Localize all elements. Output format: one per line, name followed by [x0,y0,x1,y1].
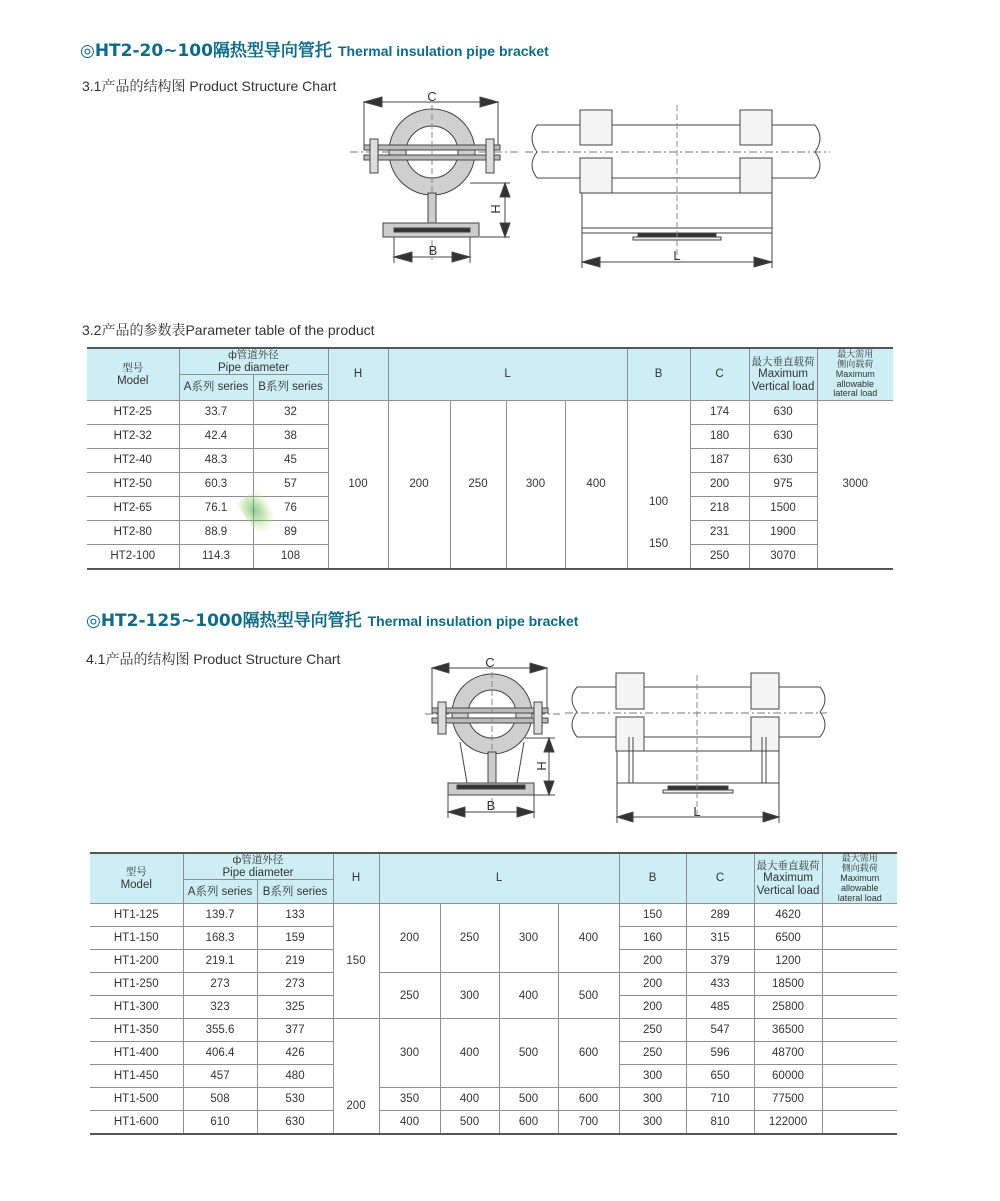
header-h: H [333,853,379,904]
header-b: B [627,348,690,401]
table-cell: 350 [379,1088,440,1111]
table-cell: 108 [253,545,328,569]
header-lateral-load: 最大需用 侧向载荷 Maximum allowable lateral load [822,853,897,904]
table-cell: 219.1 [183,950,257,973]
table-cell: 219 [257,950,333,973]
section1-title-en: Thermal insulation pipe bracket [337,43,549,59]
table-cell: 25800 [754,996,822,1019]
header-model: 型号 Model [87,348,179,401]
cell-lateral-load [822,904,897,927]
table-cell: 400 [499,973,558,1019]
table-cell: 500 [440,1111,499,1134]
table-cell: 159 [257,927,333,950]
table-cell: 400 [440,1019,499,1088]
table-cell: HT2-100 [87,545,179,569]
table-cell: 700 [558,1111,619,1134]
table-cell: 89 [253,521,328,545]
table-cell: 1900 [749,521,817,545]
table-cell: 4620 [754,904,822,927]
header-l: L [379,853,619,904]
table-cell: 596 [686,1042,754,1065]
table-cell: 273 [257,973,333,996]
table-cell: 114.3 [179,545,253,569]
section2-title [86,606,578,631]
table-cell: 480 [257,1065,333,1088]
table-cell: 650 [686,1065,754,1088]
table-row [90,1088,897,1111]
table-cell: 500 [558,973,619,1019]
section2-title-en: Thermal insulation pipe bracket [367,613,579,629]
table-cell: 200 [619,996,686,1019]
label-l: L [693,804,701,819]
label-c: C [427,89,437,104]
header-lateral-load: 最大需用 侧向载荷 Maximum allowable lateral load [817,348,893,401]
parameter-table-1 [87,347,893,570]
header-h: H [328,348,388,401]
table-cell: 630 [749,401,817,425]
section1-structure-heading: 3.1产品的结构图 Product Structure Chart [82,78,337,94]
table-row [90,1111,897,1134]
cell-lateral-load [822,1019,897,1042]
table-cell: 355.6 [183,1019,257,1042]
table-cell: 250 [690,545,749,569]
table-cell: HT1-400 [90,1042,183,1065]
table-cell: HT1-350 [90,1019,183,1042]
table-cell: 38 [253,425,328,449]
table-cell: 180 [690,425,749,449]
table-cell: 1500 [749,497,817,521]
table-cell: HT2-40 [87,449,179,473]
section1-param-heading: 3.2产品的参数表Parameter table of the product [82,322,375,338]
header-series-a: A系列 series [179,375,253,401]
table-cell: 530 [257,1088,333,1111]
table-cell: HT1-200 [90,950,183,973]
table-cell: 45 [253,449,328,473]
table-cell: 400 [440,1088,499,1111]
arrow-right [480,97,498,107]
table-cell: 60000 [754,1065,822,1088]
label-c: C [485,655,495,670]
arrow-left [364,97,382,107]
cell-h: 100 [328,401,388,569]
table-cell: HT1-250 [90,973,183,996]
table-cell: 547 [686,1019,754,1042]
cell-lateral-load [822,950,897,973]
table-cell: 160 [619,927,686,950]
table-cell: 710 [686,1088,754,1111]
table-cell: 231 [690,521,749,545]
header-pipe-diameter: ф管道外径 Pipe diameter [183,853,333,880]
header-l: L [388,348,627,401]
table-cell: HT2-50 [87,473,179,497]
cell-lateral-load [822,973,897,996]
section2-structure-heading: 4.1产品的结构图 Product Structure Chart [86,651,341,667]
table-cell: 600 [499,1111,558,1134]
table-cell: 600 [558,1088,619,1111]
cell-b-group2: 150 [627,521,690,569]
table-cell: 218 [690,497,749,521]
cell-lateral-load [822,1111,897,1134]
cell-l1: 200 [388,401,450,569]
cell-lateral-load [822,1088,897,1111]
cell-lateral-load [822,1042,897,1065]
table-cell: 32 [253,401,328,425]
table-cell: 300 [379,1019,440,1088]
section1-title [80,36,549,61]
table-row [90,973,897,996]
cell-lateral-load [822,996,897,1019]
section2-side-view-diagram [565,665,830,825]
table-cell: 200 [619,950,686,973]
table-cell: 42.4 [179,425,253,449]
parameter-table-2 [90,852,897,1135]
table-cell: 630 [749,449,817,473]
table-cell: HT1-500 [90,1088,183,1111]
table-cell: HT1-450 [90,1065,183,1088]
table-cell: 630 [749,425,817,449]
section1-cross-section-diagram [350,85,530,275]
table-cell: 457 [183,1065,257,1088]
table-cell: 57 [253,473,328,497]
header-vertical-load: 最大垂直载荷 Maximum Vertical load [749,348,817,401]
table-cell: 200 [690,473,749,497]
label-h: H [534,761,549,771]
section1-side-view-diagram [525,100,835,275]
table-cell: 18500 [754,973,822,996]
table-cell: 76 [253,497,328,521]
table-cell: 300 [499,904,558,973]
table-cell: 48.3 [179,449,253,473]
cell-b-group1: 100 [627,401,690,521]
label-b: B [428,243,438,258]
cell-lateral-load [822,927,897,950]
table-cell: 377 [257,1019,333,1042]
table-row [90,1019,897,1042]
table-cell: 250 [619,1042,686,1065]
label-h: H [488,204,503,214]
table-cell: 600 [558,1019,619,1088]
table-cell: 508 [183,1088,257,1111]
cell-l4: 400 [565,401,627,569]
table-cell: 289 [686,904,754,927]
table-cell: 250 [440,904,499,973]
table-row [90,904,897,927]
table-cell: 36500 [754,1019,822,1042]
table-cell: 500 [499,1088,558,1111]
table-cell: 60.3 [179,473,253,497]
label-b: B [486,798,496,813]
cell-l2: 250 [450,401,506,569]
header-series-b: B系列 series [257,880,333,904]
header-c: C [690,348,749,401]
cell-lateral-load: 3000 [817,401,893,569]
table-cell: 200 [619,973,686,996]
table-cell: 174 [690,401,749,425]
table-cell: 48700 [754,1042,822,1065]
table-cell: 150 [619,904,686,927]
table-cell: HT1-125 [90,904,183,927]
cell-l3: 300 [506,401,565,569]
table-cell: 325 [257,996,333,1019]
table-cell: 6500 [754,927,822,950]
table-cell: 315 [686,927,754,950]
table-cell: 975 [749,473,817,497]
section2-title-cn: ◎HT2-125~1000隔热型导向管托 [86,611,362,631]
table-cell: 250 [379,973,440,1019]
table-cell: 1200 [754,950,822,973]
table-cell: HT2-25 [87,401,179,425]
table-cell: 426 [257,1042,333,1065]
header-vertical-load: 最大垂直载荷 Maximum Vertical load [754,853,822,904]
table-cell: 300 [619,1065,686,1088]
table-cell: 76.1 [179,497,253,521]
table-cell: 122000 [754,1111,822,1134]
table-cell: 3070 [749,545,817,569]
table-cell: HT1-600 [90,1111,183,1134]
table-cell: 406.4 [183,1042,257,1065]
section2-cross-section-diagram [415,650,575,825]
section1-title-cn: ◎HT2-20~100隔热型导向管托 [80,41,332,61]
table-cell: HT2-65 [87,497,179,521]
table-cell: 77500 [754,1088,822,1111]
table-cell: 300 [619,1111,686,1134]
table-cell: 433 [686,973,754,996]
table-cell: 300 [619,1088,686,1111]
table-cell: 400 [558,904,619,973]
table-cell: 33.7 [179,401,253,425]
label-l: L [673,248,681,263]
header-b: B [619,853,686,904]
table-cell: 133 [257,904,333,927]
table-cell: 187 [690,449,749,473]
header-series-a: A系列 series [183,880,257,904]
table-cell: 485 [686,996,754,1019]
table-cell: 323 [183,996,257,1019]
table-cell: 273 [183,973,257,996]
table-cell: 200 [379,904,440,973]
table-cell: 379 [686,950,754,973]
table-cell: HT1-150 [90,927,183,950]
header-model: 型号 Model [90,853,183,904]
header-series-b: B系列 series [253,375,328,401]
cell-h-group2: 200 [333,1019,379,1134]
table-cell: HT2-80 [87,521,179,545]
table-cell: HT2-32 [87,425,179,449]
table-cell: 500 [499,1019,558,1088]
header-pipe-diameter: ф管道外径 Pipe diameter [179,348,328,375]
table-cell: 139.7 [183,904,257,927]
table-cell: 168.3 [183,927,257,950]
table-row [87,401,893,425]
table-cell: 250 [619,1019,686,1042]
cell-lateral-load [822,1065,897,1088]
header-c: C [686,853,754,904]
table-cell: 300 [440,973,499,1019]
table-cell: 630 [257,1111,333,1134]
table-cell: 88.9 [179,521,253,545]
table-cell: 400 [379,1111,440,1134]
table-cell: HT1-300 [90,996,183,1019]
table-cell: 810 [686,1111,754,1134]
table-cell: 610 [183,1111,257,1134]
cell-h-group1: 150 [333,904,379,1019]
